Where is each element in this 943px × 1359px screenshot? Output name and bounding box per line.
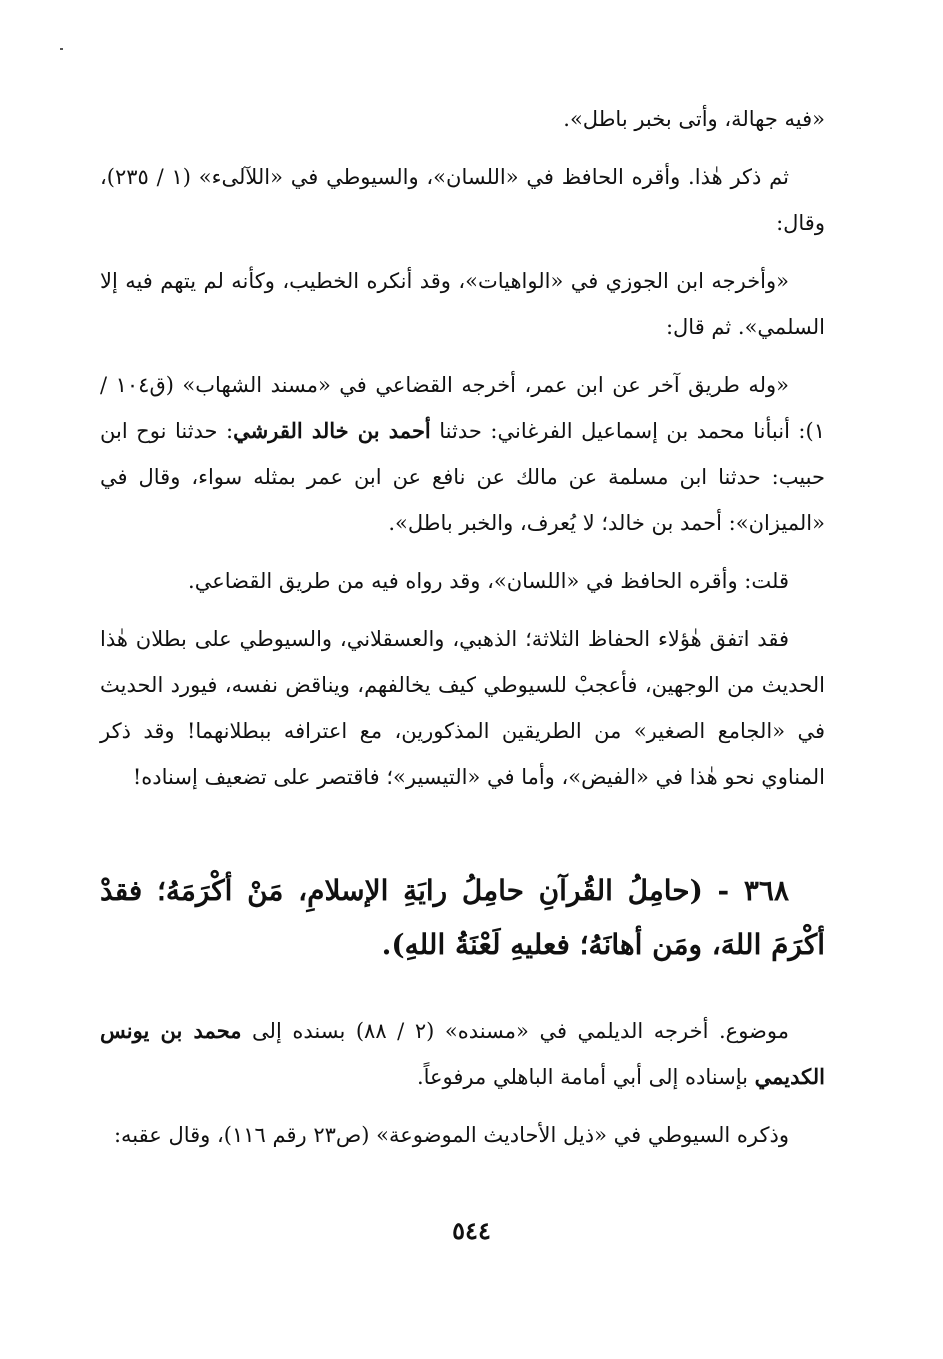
paragraph-comment: قلت: وأقره الحافظ في «اللسان»، وقد رواه فيه من طريق القضاعي. [188,569,789,593]
paragraph-quote-ibn-jawzi: «وأخرجه ابن الجوزي في «الواهيات»، وقد أنكره الخطيب، وكأنه لم يتهم فيه إلا السلمي». ثم قال: [100,269,825,339]
paragraph-quote-end: «فيه جهالة، وأتى بخبر باطل». [563,107,825,131]
paragraph-citation: ثم ذكر هٰذا. وأقره الحافظ في «اللسان»، والسيوطي في «اللآلىء» (١ / ٢٣٥)، وقال: [100,165,825,235]
narrator-name: محمد بن يونس الكديمي [100,1018,825,1089]
hadith-heading: ٣٦٨ - (حامِلُ القُرآنِ حامِلُ رايَةِ الإسلامِ، مَنْ أكْرَمَهُ؛ فقدْ أكْرَمَ اللهَ، ومَن أهانَهُ؛ فعليهِ لَعْنَةُ اللهِ). [100,874,825,961]
paragraph-conclusion: فقد اتفق هٰؤلاء الحفاظ الثلاثة؛ الذهبي، والعسقلاني، والسيوطي على بطلان هٰذا الحديث من الوجهين، فأعجبْ للسيوطي كيف يخالفهم، ويناقض نفسه، فيورد الحديث في «الجامع الصغير» من الطريقين المذكورين، مع اعترافه ببطلانهما! وقد ذكر المناوي نحو هٰذا في «الفيض»، وأما في «التيسير»؛ فاقتصر على تضعيف إسناده! [100,627,825,789]
page-number: ٥٤٤ [452,1216,491,1245]
paragraph-quote-qudai: «وله طريق آخر عن ابن عمر، أخرجه القضاعي في «مسند الشهاب» (ق١٠٤ / ١): أنبأنا محمد بن إسماعيل الفرغاني: حدثنا أحمد بن خالد القرشي: حدثنا نوح ابن حبيب: حدثنا ابن مسلمة عن مالك عن نافع عن ابن عمر بمثله سواء، وقال في «الميزان»: أحمد بن خالد؛ لا يُعرف، والخبر باطل». [100,373,825,535]
narrator-name: أحمد بن خالد القرشي [233,418,431,443]
paragraph-suyuti: وذكره السيوطي في «ذيل الأحاديث الموضوعة» (ص٢٣ رقم ١١٦)، وقال عقبه: [113,1123,789,1147]
scan-speck [60,48,63,50]
paragraph-ruling: موضوع. أخرجه الديلمي في «مسنده» (٢ / ٨٨) بسنده إلى محمد بن يونس الكديمي بإسناده إلى أبي أمامة الباهلي مرفوعاً. [100,1018,825,1089]
page-body [100,96,825,1170]
